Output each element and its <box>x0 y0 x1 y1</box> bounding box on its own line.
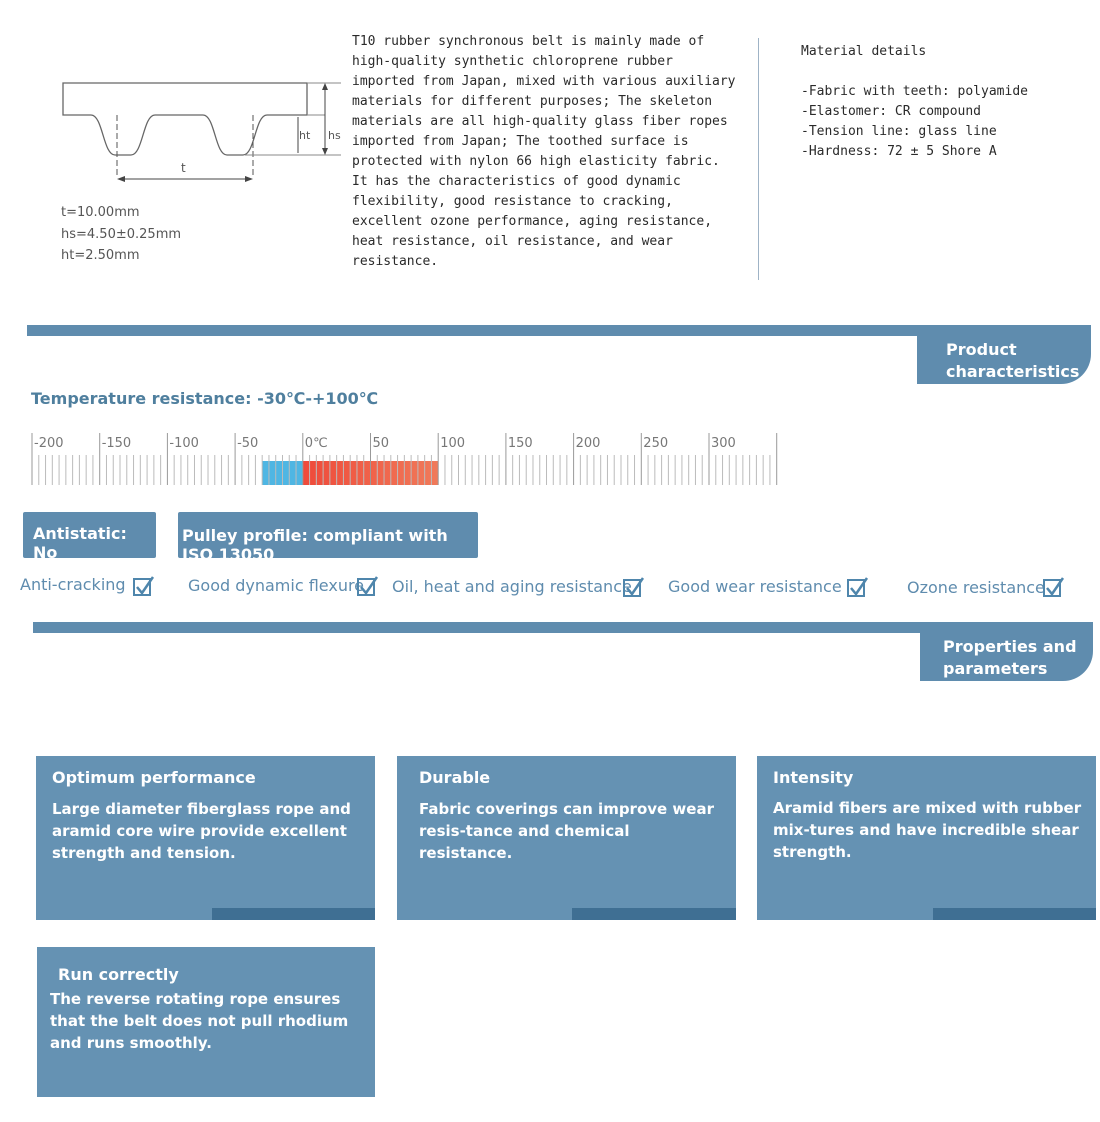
banner-line: Properties and <box>943 637 1077 656</box>
feature-label-wear-resistance: Good wear resistance <box>668 577 842 596</box>
card-title: Durable <box>419 768 491 787</box>
scale-label: 200 <box>575 436 601 451</box>
section-bar-properties <box>33 622 1093 633</box>
card-body: The reverse rotating rope ensures that the belt does not pull rhodium and runs smoothly. <box>50 990 349 1052</box>
card-intensity <box>757 756 1096 920</box>
section-bar-product <box>27 325 1091 336</box>
scale-label: 100 <box>440 436 466 451</box>
ht-label: ht <box>299 129 311 142</box>
belt-profile-diagram <box>55 75 355 190</box>
card-durable <box>397 756 736 920</box>
card-title: Run correctly <box>58 965 179 984</box>
material-item: -Fabric with teeth: polyamide <box>801 84 1028 99</box>
scale-label: 250 <box>643 436 669 451</box>
card-run-correctly <box>37 947 375 1097</box>
material-item: -Elastomer: CR compound <box>801 104 982 119</box>
scale-label: 0℃ <box>304 436 328 451</box>
feature-label-anti-cracking: Anti-cracking <box>20 575 126 594</box>
card-title: Optimum performance <box>52 768 256 787</box>
card-body: Large diameter fiberglass rope and aramid core wire provide excellent strength and tension. <box>52 800 351 862</box>
material-item: -Tension line: glass line <box>801 124 997 139</box>
belt-outline <box>63 83 307 155</box>
banner-line: characteristics <box>946 362 1080 381</box>
check-icon <box>133 578 151 596</box>
product-description: T10 rubber synchronous belt is mainly made of high-quality synthetic chloroprene rubber imported from Japan, mixed with various auxiliary materials for different purposes; The skeleton materials are all high-quality glass fiber ropes imported from Japan; The toothed surface is protected with nylon 66 high elasticity fabric. It has the characteristics of good dynamic flexibility, good resistance to cracking, excellent ozone performance, aging resistance, heat resistance, oil resistance, and wear resistance. <box>352 34 736 269</box>
temperature-scale <box>25 425 785 490</box>
banner-line: Product <box>946 340 1017 359</box>
pulley-profile-badge: Pulley profile: compliant with ISO 13050 <box>178 512 478 558</box>
hs-label: hs <box>328 129 341 142</box>
material-title: Material details <box>801 44 927 59</box>
pitch-arrow-left <box>117 176 125 182</box>
check-icon <box>357 578 375 596</box>
card-accent-strip <box>933 908 1096 920</box>
spec-hs: hs=4.50±0.25mm <box>61 227 182 242</box>
check-icon <box>623 579 641 597</box>
spec-pitch: t=10.00mm <box>61 205 140 220</box>
material-item: -Hardness: 72 ± 5 Shore A <box>801 144 997 159</box>
card-body: Aramid fibers are mixed with rubber mix-tures and have incredible shear strength. <box>773 799 1082 861</box>
product-characteristics-banner <box>917 336 1091 384</box>
pitch-label: t <box>181 161 186 175</box>
card-accent-strip <box>212 908 375 920</box>
card-accent-strip <box>572 908 736 920</box>
spec-ht: ht=2.50mm <box>61 248 140 263</box>
feature-label-oil-heat-aging: Oil, heat and aging resistance <box>392 577 632 596</box>
scale-label: 150 <box>507 436 533 451</box>
antistatic-badge: Antistatic: No <box>23 512 156 558</box>
check-icon <box>1043 579 1061 597</box>
hs-arrow-top <box>322 83 328 90</box>
column-divider <box>758 38 759 280</box>
feature-label-dynamic-flexure: Good dynamic flexure <box>188 576 365 595</box>
temperature-title: Temperature resistance: -30℃-+100℃ <box>31 389 379 408</box>
scale-label: 300 <box>711 436 736 451</box>
hs-arrow-bottom <box>322 148 328 155</box>
scale-label: -100 <box>169 436 199 451</box>
scale-label: 50 <box>372 436 390 451</box>
scale-label: -50 <box>237 436 259 451</box>
card-title: Intensity <box>773 768 854 787</box>
properties-parameters-banner <box>920 633 1093 681</box>
scale-label: -200 <box>34 436 64 451</box>
pitch-arrow-right <box>245 176 253 182</box>
material-details <box>801 42 1028 162</box>
check-icon <box>847 579 865 597</box>
scale-label: -150 <box>101 436 132 451</box>
banner-line: parameters <box>943 659 1048 678</box>
card-optimum-performance <box>36 756 375 920</box>
feature-label-ozone-resistance: Ozone resistance <box>907 578 1045 597</box>
card-body: Fabric coverings can improve wear resis-tance and chemical resistance. <box>419 800 714 862</box>
